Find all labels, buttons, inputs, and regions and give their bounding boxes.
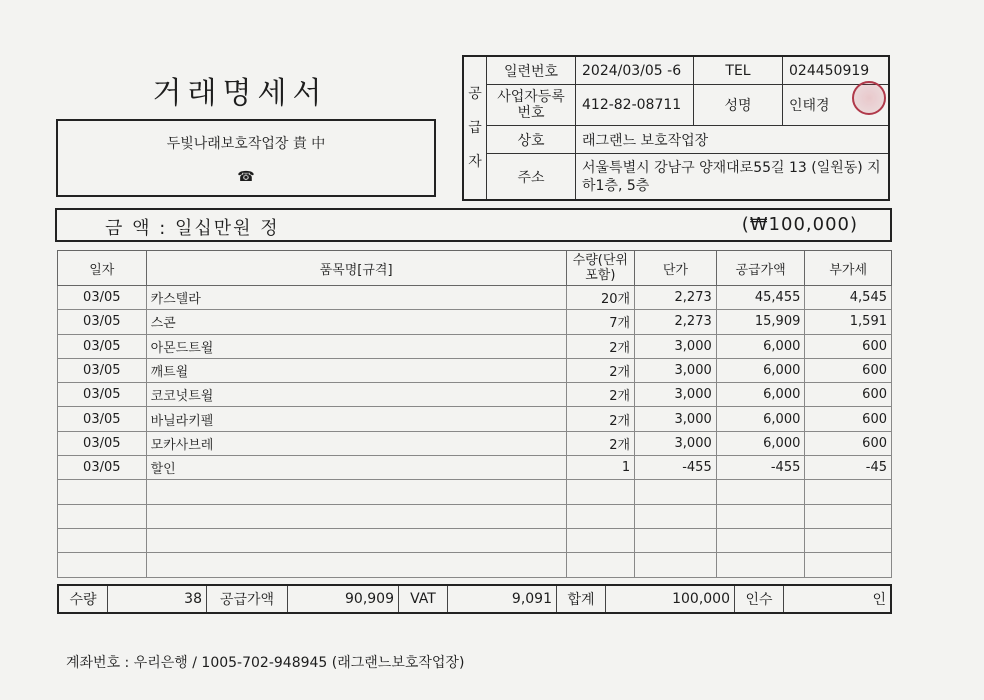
cell-vat: 600 [805,383,892,407]
total-vat-value: 9,091 [448,585,557,613]
empty-cell [635,528,717,552]
receiver-label: 인수 [735,585,784,613]
cell-name: 할인 [146,456,566,480]
header-supply: 공급가액 [716,251,805,286]
empty-cell [805,480,892,504]
address-value: 서울특별시 강남구 양재대로55길 13 (일원동) 지하1층, 5층 [576,154,890,200]
document-title: 거래명세서 [152,76,328,111]
tel-value: 024450919 [783,56,890,85]
cell-price: -455 [635,456,717,480]
table-row [58,431,892,455]
total-sum-label: 합계 [557,585,606,613]
empty-cell [146,480,566,504]
cell-qty: 2개 [566,431,635,455]
serial-value: 2024/03/05 -6 [576,56,694,85]
items-table [57,250,892,578]
cell-supply: 6,000 [716,358,805,382]
empty-cell [58,553,147,577]
cell-date: 03/05 [58,286,147,310]
cell-date: 03/05 [58,383,147,407]
empty-row [58,504,892,528]
cell-price: 2,273 [635,310,717,334]
cell-supply: 6,000 [716,431,805,455]
empty-cell [566,528,635,552]
cell-vat: 600 [805,358,892,382]
header-name: 품목명[규격] [146,251,566,286]
cell-date: 03/05 [58,431,147,455]
items-body [58,286,892,578]
amount-label: 금 액 : 일십만원 정 [105,218,280,239]
rep-value: 인태경 [789,98,830,115]
cell-price: 3,000 [635,358,717,382]
bizno-value: 412-82-08711 [576,85,694,126]
cell-qty: 1 [566,456,635,480]
cell-vat: 4,545 [805,286,892,310]
empty-cell [58,528,147,552]
header-qty: 수량(단위포함) [566,251,635,286]
cell-qty: 20개 [566,286,635,310]
empty-cell [146,553,566,577]
phone-icon: ☎ [237,169,255,185]
table-row [58,310,892,334]
cell-vat: 600 [805,431,892,455]
cell-vat: -45 [805,456,892,480]
address-label: 주소 [487,154,576,200]
total-sum-value: 100,000 [606,585,735,613]
cell-name: 깨트윌 [146,358,566,382]
cell-price: 2,273 [635,286,717,310]
empty-cell [805,528,892,552]
table-row [58,286,892,310]
amount-box [55,208,892,242]
empty-cell [805,553,892,577]
serial-label: 일련번호 [487,56,576,85]
cell-qty: 2개 [566,334,635,358]
empty-cell [635,480,717,504]
recipient-box [56,119,436,197]
cell-date: 03/05 [58,310,147,334]
bizno-label: 사업자등록번호 [487,85,576,126]
company-label: 상호 [487,126,576,154]
empty-row [58,553,892,577]
total-vat-label: VAT [399,585,448,613]
cell-name: 스콘 [146,310,566,334]
cell-price: 3,000 [635,431,717,455]
rep-label: 성명 [694,85,783,126]
total-qty-label: 수량 [58,585,108,613]
company-value: 래그랜느 보호작업장 [576,126,890,154]
supplier-side-label: 공 급 자 [463,56,487,200]
table-row [58,358,892,382]
recipient-name: 두빛나래보호작업장 貴 中 [166,136,326,152]
cell-date: 03/05 [58,358,147,382]
empty-cell [716,504,805,528]
cell-price: 3,000 [635,407,717,431]
cell-name: 카스텔라 [146,286,566,310]
cell-name: 아몬드트윌 [146,334,566,358]
total-supply-label: 공급가액 [207,585,288,613]
totals-row [57,584,892,614]
cell-vat: 600 [805,334,892,358]
empty-cell [566,504,635,528]
cell-vat: 1,591 [805,310,892,334]
cell-supply: 15,909 [716,310,805,334]
cell-supply: 6,000 [716,407,805,431]
supplier-info [462,55,890,201]
cell-supply: 6,000 [716,383,805,407]
empty-cell [146,528,566,552]
cell-name: 코코넛트윌 [146,383,566,407]
cell-qty: 2개 [566,407,635,431]
receiver-value: 인 [784,585,892,613]
empty-cell [805,504,892,528]
cell-date: 03/05 [58,407,147,431]
table-header-row [58,251,892,286]
cell-date: 03/05 [58,456,147,480]
total-supply-value: 90,909 [288,585,399,613]
table-row [58,334,892,358]
empty-row [58,480,892,504]
empty-row [58,528,892,552]
cell-supply: 45,455 [716,286,805,310]
cell-supply: -455 [716,456,805,480]
header-date: 일자 [58,251,147,286]
cell-qty: 2개 [566,383,635,407]
header-vat: 부가세 [805,251,892,286]
empty-cell [566,480,635,504]
empty-cell [58,504,147,528]
cell-name: 바닐라키펠 [146,407,566,431]
cell-qty: 7개 [566,310,635,334]
total-qty-value: 38 [108,585,207,613]
amount-value: (₩100,000) [741,214,858,235]
empty-cell [566,553,635,577]
cell-qty: 2개 [566,358,635,382]
empty-cell [58,480,147,504]
account-info: 계좌번호 : 우리은행 / 1005-702-948945 (래그랜느보호작업장) [66,655,465,671]
cell-price: 3,000 [635,383,717,407]
tel-label: TEL [694,56,783,85]
cell-price: 3,000 [635,334,717,358]
empty-cell [635,553,717,577]
empty-cell [716,480,805,504]
cell-supply: 6,000 [716,334,805,358]
header-price: 단가 [635,251,717,286]
cell-vat: 600 [805,407,892,431]
empty-cell [716,528,805,552]
table-row [58,456,892,480]
rep-cell [783,85,890,126]
empty-cell [716,553,805,577]
empty-cell [146,504,566,528]
cell-date: 03/05 [58,334,147,358]
seal-stamp-icon [852,81,886,115]
table-row [58,407,892,431]
table-row [58,383,892,407]
cell-name: 모카사브레 [146,431,566,455]
empty-cell [635,504,717,528]
